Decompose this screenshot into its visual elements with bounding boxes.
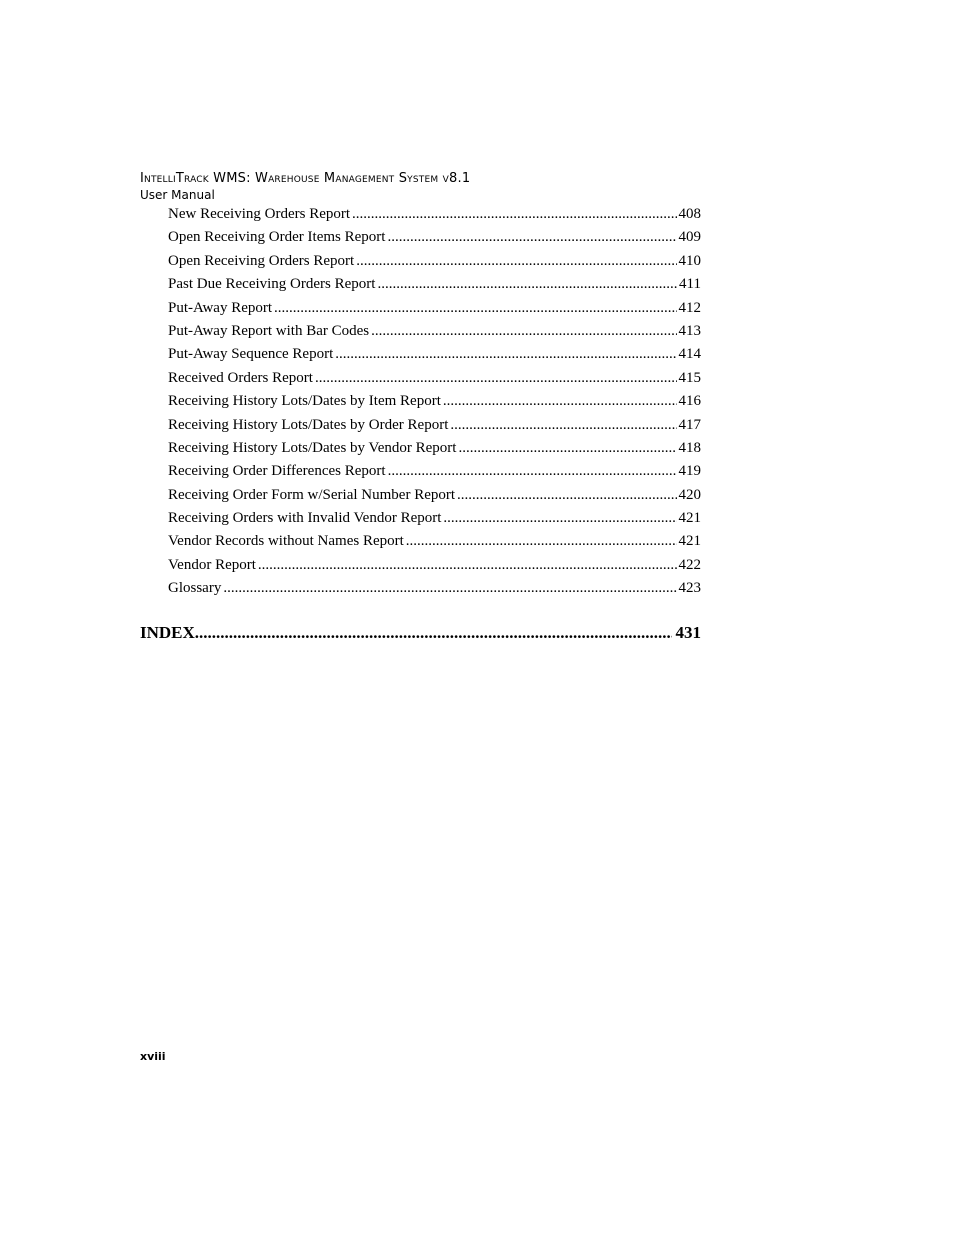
table-of-contents [168,203,701,601]
toc-entry-page: 413 [678,322,701,339]
toc-entry-label: Receiving History Lots/Dates by Item Report [168,393,441,410]
toc-entry-label: Receiving History Lots/Dates by Order Report [168,416,449,433]
toc-entry[interactable] [168,484,701,507]
toc-entry-label: Glossary [168,580,222,597]
toc-leader-dots [352,203,676,226]
toc-entry-page: 421 [678,533,701,550]
toc-leader-dots [406,530,677,553]
toc-entry-label: Vendor Report [168,556,256,573]
toc-entry-label: Open Receiving Order Items Report [168,229,386,246]
toc-leader-dots [387,226,676,249]
toc-entry[interactable] [168,367,701,390]
toc-entry-page: 422 [678,556,701,573]
toc-leader-dots [443,507,676,530]
toc-leader-dots [223,577,676,600]
toc-entry[interactable] [168,297,701,320]
toc-leader-dots [443,390,677,413]
toc-entry[interactable] [168,577,701,600]
toc-leader-dots [356,250,676,273]
toc-entry-label: New Receiving Orders Report [168,206,351,222]
toc-entry[interactable] [168,530,701,553]
document-title: IntelliTrack WMS: Warehouse Management System v8.1 [140,171,471,186]
toc-leader-dots [315,367,677,390]
toc-entry[interactable] [168,390,701,413]
toc-entry[interactable] [168,554,701,577]
toc-entry-label: Put-Away Sequence Report [168,346,334,363]
toc-leader-dots [258,554,677,577]
toc-entry-page: 419 [678,463,701,480]
toc-leader-dots [335,343,676,366]
toc-leader-dots [450,414,676,437]
toc-entry[interactable] [168,273,701,296]
toc-entry-label: Receiving Order Form w/Serial Number Report [168,486,456,503]
toc-leader-dots [457,484,676,507]
toc-entry-label: Vendor Records without Names Report [168,533,404,550]
toc-entry-page: 411 [679,276,701,293]
toc-entry-page: 423 [678,580,701,597]
toc-entry-label: Receiving Order Differences Report [168,463,386,480]
toc-leader-dots [274,297,676,320]
toc-entry-page: 416 [678,393,701,410]
toc-leader-dots [371,320,676,343]
toc-leader-dots [388,460,677,483]
toc-entry-label: Receiving History Lots/Dates by Vendor Report [168,439,457,456]
toc-entry-page: 415 [678,369,701,386]
toc-entry[interactable] [168,507,701,530]
toc-entry[interactable] [168,437,701,460]
toc-entry-page: 420 [678,486,701,503]
toc-entry-page: 418 [678,439,701,456]
toc-entry-label: Put-Away Report with Bar Codes [168,322,370,339]
toc-leader-dots [377,273,677,296]
toc-entry[interactable] [168,226,701,249]
toc-entry-page: 408 [678,206,701,222]
toc-entry-label: Receiving Orders with Invalid Vendor Report [168,510,442,527]
toc-entry-page: 410 [678,252,701,269]
toc-index-page: 431 [675,623,701,642]
document-subtitle: User Manual [140,188,215,202]
page-number: xviii [140,1050,166,1063]
toc-index-label: INDEX [140,623,195,642]
toc-entry[interactable] [168,460,701,483]
toc-entry[interactable] [168,414,701,437]
toc-entry-label: Past Due Receiving Orders Report [168,276,376,293]
toc-entry-label: Open Receiving Orders Report [168,252,355,269]
toc-entry[interactable] [168,250,701,273]
running-header [140,170,470,203]
toc-entry[interactable] [168,320,701,343]
toc-entry-page: 409 [678,229,701,246]
toc-entry-page: 417 [678,416,701,433]
toc-entry-page: 421 [678,510,701,527]
toc-entry[interactable] [168,343,701,366]
toc-entry-page: 412 [678,299,701,316]
toc-entry-label: Put-Away Report [168,299,273,316]
toc-entry-page: 414 [678,346,701,363]
toc-entry-label: Received Orders Report [168,369,313,386]
toc-leader-dots [458,437,676,460]
toc-index-entry[interactable] [140,621,701,645]
toc-leader-dots [195,621,672,645]
toc-entry[interactable] [168,203,701,226]
